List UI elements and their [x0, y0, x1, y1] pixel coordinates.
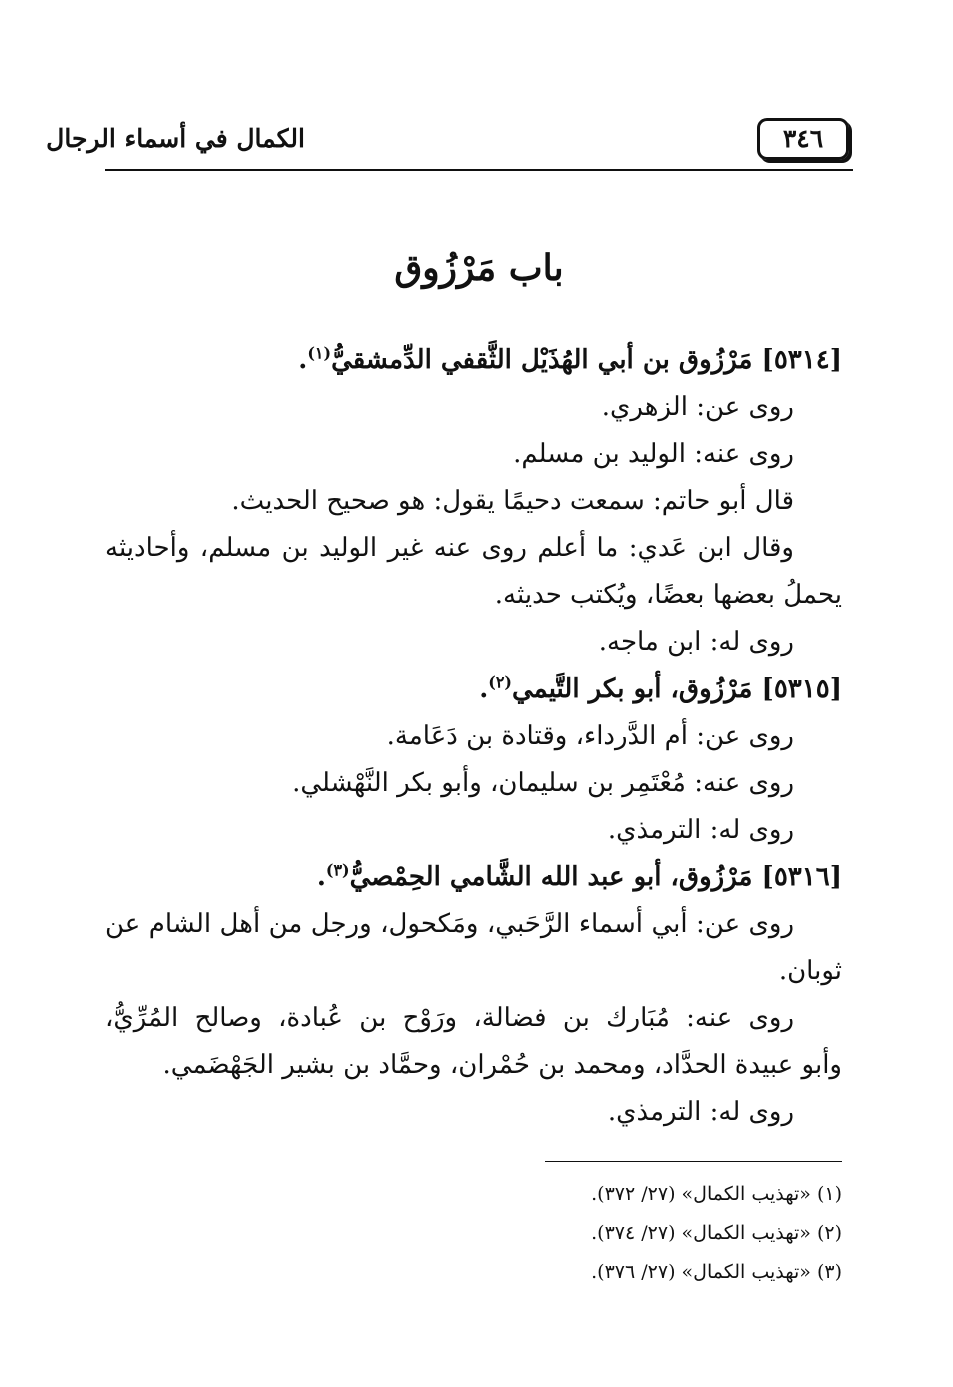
- page-number: ٣٤٦: [782, 124, 824, 153]
- page-header: [46, 112, 853, 170]
- footnote-rule: [545, 1161, 842, 1162]
- entry-line: ثوبان.: [778, 956, 842, 986]
- entry-line: روى عنه: مُعْتَمِر بن سليمان، وأبو بكر النَّهْشلي.: [292, 768, 794, 798]
- footnote: (١) «تهذيب الكمال» (٢٧/ ٣٧٢).: [591, 1183, 842, 1205]
- entry-line: روى له: الترمذي.: [607, 1097, 794, 1127]
- entry-line: وقال ابن عَدي: ما أعلم روى عنه غير الوليد بن مسلم، وأحاديثه: [105, 533, 794, 563]
- entry-line: وأبو عبيدة الحدَّاد، ومحمد بن حُمْران، وحمَّاد بن بشير الجَهْضَمي.: [162, 1050, 842, 1080]
- header-rule: [105, 169, 853, 171]
- entry-heading-end: .: [479, 674, 489, 704]
- entry-heading-end: .: [316, 862, 326, 892]
- entry-line: روى له: الترمذي.: [607, 815, 794, 845]
- entry-line: روى عن: الزهري.: [601, 392, 794, 422]
- entry-line: روى عن: أبي أسماء الرَّحَبي، ومَكحول، ورجل من أهل الشام عن: [105, 909, 794, 939]
- entry-line: روى عن: أم الدَّرداء، وقتادة بن دَعَامة.: [386, 721, 794, 751]
- entry-line: يحملُ بعضها بعضًا، ويُكتب حديثه.: [494, 580, 842, 610]
- entry-line: روى عنه: الوليد بن مسلم.: [513, 439, 794, 469]
- entry-heading: [105, 854, 842, 901]
- entry-line: روى عنه: مُبَارك بن فضالة، ورَوْح بن عُبادة، وصالح المُرِّيُّ،: [105, 1003, 794, 1033]
- footnote: (٢) «تهذيب الكمال» (٢٧/ ٣٧٤).: [591, 1222, 842, 1244]
- entry-heading: [105, 337, 842, 384]
- entry-heading-text: [٥٣١٦] مَرْزُوق، أبو عبد الله الشَّامي الحِمْصيُّ: [349, 862, 842, 892]
- chapter-heading: باب مَرْزُوق: [394, 247, 564, 289]
- page-number-box: [757, 118, 849, 160]
- main-text: [105, 337, 842, 1136]
- entry-heading-text: [٥٣١٤] مَرْزُوق بن أبي الهُذَيْل الثَّقفي الدِّمشقيُّ: [331, 345, 842, 375]
- entry-heading: [105, 666, 842, 713]
- footnote-marker: (١): [307, 343, 332, 363]
- footnotes: [105, 1175, 842, 1292]
- entry-heading-text: [٥٣١٥] مَرْزُوق، أبو بكر التَّيمي: [512, 674, 842, 704]
- footnote-marker: (٢): [488, 672, 512, 692]
- entry-line: قال أبو حاتم: سمعت دحيمًا يقول: هو صحيح الحديث.: [231, 486, 794, 516]
- entry-heading-end: .: [298, 345, 308, 375]
- running-title: الكمال في أسماء الرجال: [46, 124, 305, 153]
- entry-line: روى له: ابن ماجه.: [598, 627, 794, 657]
- footnote-marker: (٣): [325, 860, 350, 880]
- footnote: (٣) «تهذيب الكمال» (٢٧/ ٣٧٦).: [591, 1261, 842, 1283]
